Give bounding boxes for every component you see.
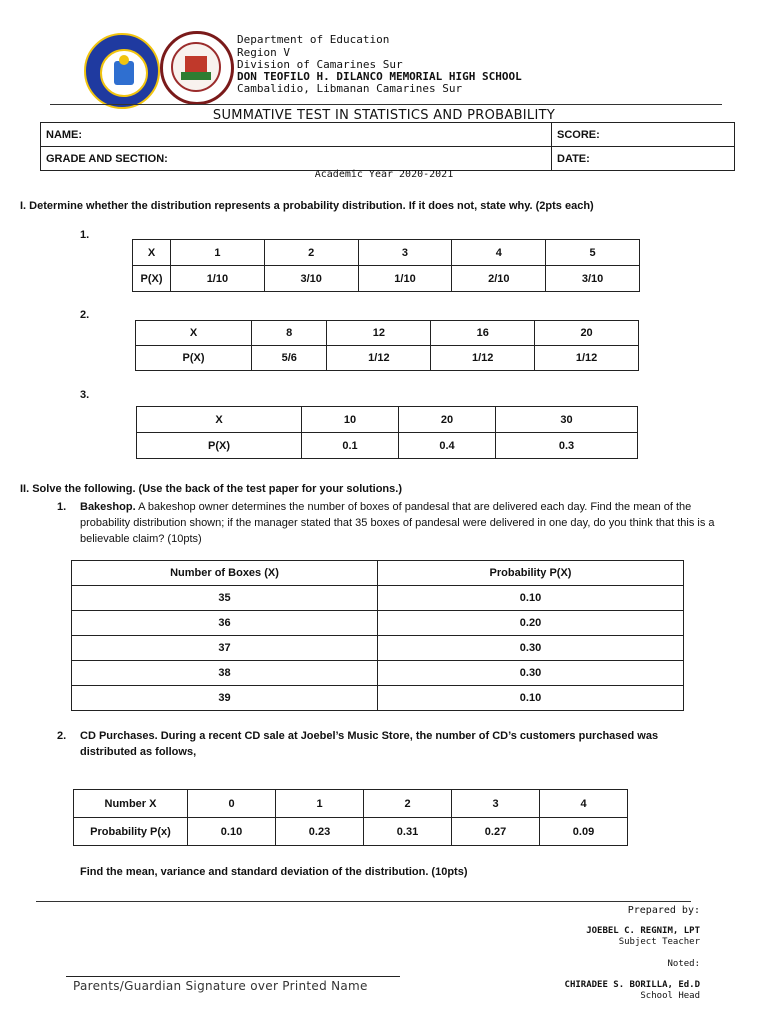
table-cell: Probability P(x) xyxy=(74,818,188,846)
teacher-role: Subject Teacher xyxy=(618,937,700,947)
table-cell: 0.3 xyxy=(496,433,638,459)
table-cell: 38 xyxy=(72,661,378,686)
q1-body: A bakeshop owner determines the number of boxes of pandesal that are delivered each day. Find the mean of the probability distribution shown; if the manager stated that 35 boxes of pandesal were delivered in one day, do you think that this is a believable claim? (10pts) xyxy=(80,501,715,545)
table-cell: 0.10 xyxy=(188,818,276,846)
table-cell: 1/12 xyxy=(327,346,431,371)
table-cell: 2/10 xyxy=(452,266,546,292)
header-divider xyxy=(50,104,722,105)
deped-seal xyxy=(84,33,160,109)
department-name: Department of Education xyxy=(237,33,390,46)
table-cell: 1/10 xyxy=(171,266,265,292)
table-cell: X xyxy=(137,407,302,433)
school-head-name: CHIRADEE S. BORILLA, Ed.D xyxy=(564,980,700,990)
q2-text: CD Purchases. During a recent CD sale at Joebel’s Music Store, the number of CD’s customers purchased was distributed as follows, xyxy=(80,730,659,758)
parent-signature-label: Parents/Guardian Signature over Printed Name xyxy=(73,979,368,993)
table-cell: 3/10 xyxy=(264,266,358,292)
table-cell: 37 xyxy=(72,636,378,661)
table-cell: X xyxy=(133,240,171,266)
q1-text xyxy=(80,499,730,547)
table-cell: 5/6 xyxy=(252,346,327,371)
table-cell: 0.30 xyxy=(378,661,684,686)
table-cell: 30 xyxy=(496,407,638,433)
table-cell: 10 xyxy=(302,407,399,433)
item1-number: 1. xyxy=(80,229,90,241)
table-cell: 1/12 xyxy=(431,346,535,371)
school-head-role: School Head xyxy=(640,991,700,1001)
school-name: DON TEOFILO H. DILANCO MEMORIAL HIGH SCHOOL xyxy=(237,70,522,83)
table-cell: X xyxy=(136,321,252,346)
table-cell: 0.10 xyxy=(378,686,684,711)
table-cell: P(X) xyxy=(133,266,171,292)
table-cell: 8 xyxy=(252,321,327,346)
grade-section-label: GRADE AND SECTION: xyxy=(41,147,552,171)
table-cell: 2 xyxy=(364,790,452,818)
q2-followup: Find the mean, variance and standard deviation of the distribution. (10pts) xyxy=(80,866,468,878)
table-cell: P(X) xyxy=(136,346,252,371)
academic-year: Academic Year 2020-2021 xyxy=(314,169,454,180)
table-cell: 0 xyxy=(188,790,276,818)
q2-number: 2. xyxy=(57,730,67,742)
table-cell: 5 xyxy=(546,240,640,266)
date-label: DATE: xyxy=(552,147,735,171)
table-cell: 20 xyxy=(535,321,639,346)
teacher-name: JOEBEL C. REGNIM, LPT xyxy=(586,926,700,936)
table-cell: 3 xyxy=(452,790,540,818)
table-cell: 1 xyxy=(276,790,364,818)
table-cell: 20 xyxy=(399,407,496,433)
prepared-by-label: Prepared by: xyxy=(627,905,700,916)
table-cell: 0.27 xyxy=(452,818,540,846)
table-cell: 0.30 xyxy=(378,636,684,661)
school-address: Cambalidio, Libmanan Camarines Sur xyxy=(237,82,463,95)
table-cell: 0.1 xyxy=(302,433,399,459)
noted-label: Noted: xyxy=(667,959,700,969)
footer-divider xyxy=(36,901,691,902)
table-cell: 0.31 xyxy=(364,818,452,846)
item3-number: 3. xyxy=(80,389,90,401)
region-name: Region V xyxy=(237,46,290,59)
table-cell: 4 xyxy=(540,790,628,818)
table-cell: 3/10 xyxy=(546,266,640,292)
q1-number: 1. xyxy=(57,501,67,513)
item3-table xyxy=(136,406,638,459)
test-title: SUMMATIVE TEST IN STATISTICS AND PROBABILITY xyxy=(212,108,556,123)
table-cell: 12 xyxy=(327,321,431,346)
item2-table xyxy=(135,320,639,371)
table-cell: 0.09 xyxy=(540,818,628,846)
score-label: SCORE: xyxy=(552,123,735,147)
division-name: Division of Camarines Sur xyxy=(237,58,403,71)
table-cell: 0.23 xyxy=(276,818,364,846)
table-cell: Number X xyxy=(74,790,188,818)
bakeshop-table xyxy=(71,560,684,711)
q1-lead: Bakeshop. xyxy=(80,501,136,513)
signature-line xyxy=(66,976,400,977)
table-cell: 3 xyxy=(358,240,452,266)
table-cell: 16 xyxy=(431,321,535,346)
table-header: Probability P(X) xyxy=(378,561,684,586)
cd-purchases-table xyxy=(73,789,628,846)
table-cell: 1 xyxy=(171,240,265,266)
table-header: Number of Boxes (X) xyxy=(72,561,378,586)
table-cell: 4 xyxy=(452,240,546,266)
table-cell: 2 xyxy=(264,240,358,266)
table-cell: 0.10 xyxy=(378,586,684,611)
table-cell: 1/10 xyxy=(358,266,452,292)
table-cell: P(X) xyxy=(137,433,302,459)
name-label: NAME: xyxy=(41,123,552,147)
item1-table xyxy=(132,239,640,292)
table-cell: 0.4 xyxy=(399,433,496,459)
table-cell: 1/12 xyxy=(535,346,639,371)
part2-instruction: II. Solve the following. (Use the back of the test paper for your solutions.) xyxy=(20,483,402,495)
school-seal xyxy=(160,31,234,105)
table-cell: 36 xyxy=(72,611,378,636)
table-cell: 39 xyxy=(72,686,378,711)
student-info-box xyxy=(40,122,735,171)
table-cell: 0.20 xyxy=(378,611,684,636)
part1-instruction: I. Determine whether the distribution represents a probability distribution. If it does not, state why. (2pts each) xyxy=(20,200,594,212)
table-cell: 35 xyxy=(72,586,378,611)
item2-number: 2. xyxy=(80,309,90,321)
